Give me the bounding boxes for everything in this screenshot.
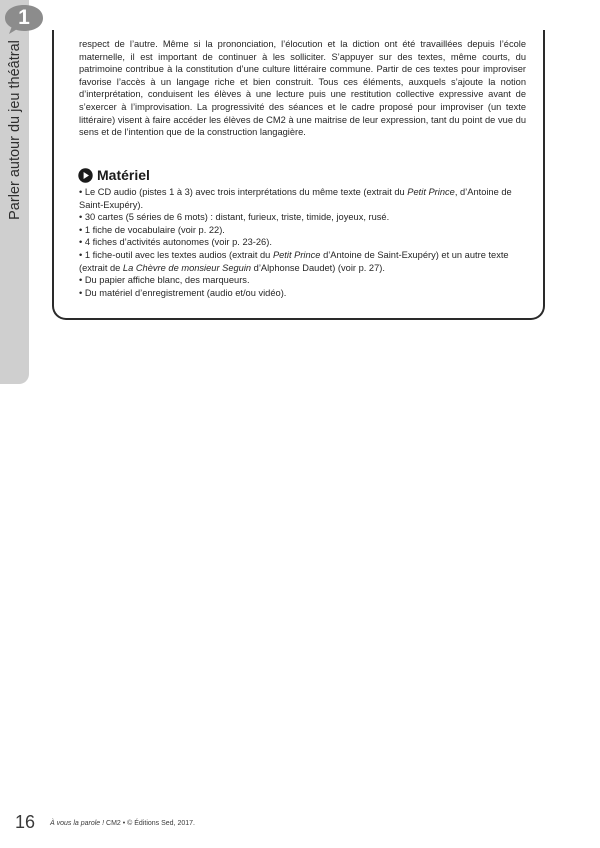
list-item: • Du papier affiche blanc, des marqueurs. xyxy=(79,275,250,286)
chapter-number: 1 xyxy=(18,6,30,29)
footer-credit: À vous la parole ! CM2 • © Éditions Sed, 2017. xyxy=(50,820,195,827)
list-item: • 30 cartes (5 séries de 6 mots) : distant, furieux, triste, timide, joyeux, rusé. xyxy=(79,212,390,223)
chapter-title: Parler autour du jeu théâtral xyxy=(7,40,23,220)
materiel-list xyxy=(79,186,526,299)
materiel-title: Matériel xyxy=(97,167,150,183)
page-number: 16 xyxy=(15,812,36,832)
list-item: • 4 fiches d’activités autonomes (voir p. 23-26). xyxy=(79,237,272,248)
list-item: • Du matériel d’enregistrement (audio et/ou vidéo). xyxy=(79,287,287,298)
list-item: • Le CD audio (pistes 1 à 3) avec trois interprétations du même texte (extrait du Petit Prince, d’Antoine de Saint-Exupéry). xyxy=(79,187,512,210)
play-icon xyxy=(78,168,93,183)
chapter-side-tab xyxy=(0,0,29,384)
list-item: • 1 fiche-outil avec les textes audios (extrait du Petit Prince d’Antoine de Saint-Exupéry) et un autre texte (extrait de La Chèvre de monsieur Seguin d’Alphonse Daudet) (voir p. 27). xyxy=(79,249,509,273)
intro-paragraph: respect de l’autre. Même si la prononciation, l’élocution et la diction ont été travaillées depuis l’école maternelle, il est important de continuer à les solliciter. S’appuyer sur des textes, même courts, du patrimoine contribue à la constitution d’une culture littéraire commune. Partir de ces textes pour improviser favorise l’accès à un langage riche et bien construit. Tous ces éléments, auxquels s’ajoute la notion d’interprétation, conduisent les élèves à une lecture puis une restitution collective expressive avant de s’exercer à l’improvisation. La progressivité des séances et le cadre proposé pour improviser (un texte littéraire) visent à faire accéder les élèves de CM2 à une maitrise de leur expression, tant du point de vue du sens et de l’intention que de la construction langagière. xyxy=(79,39,526,138)
list-item: • 1 fiche de vocabulaire (voir p. 22). xyxy=(79,224,225,235)
materiel-heading xyxy=(78,166,150,184)
